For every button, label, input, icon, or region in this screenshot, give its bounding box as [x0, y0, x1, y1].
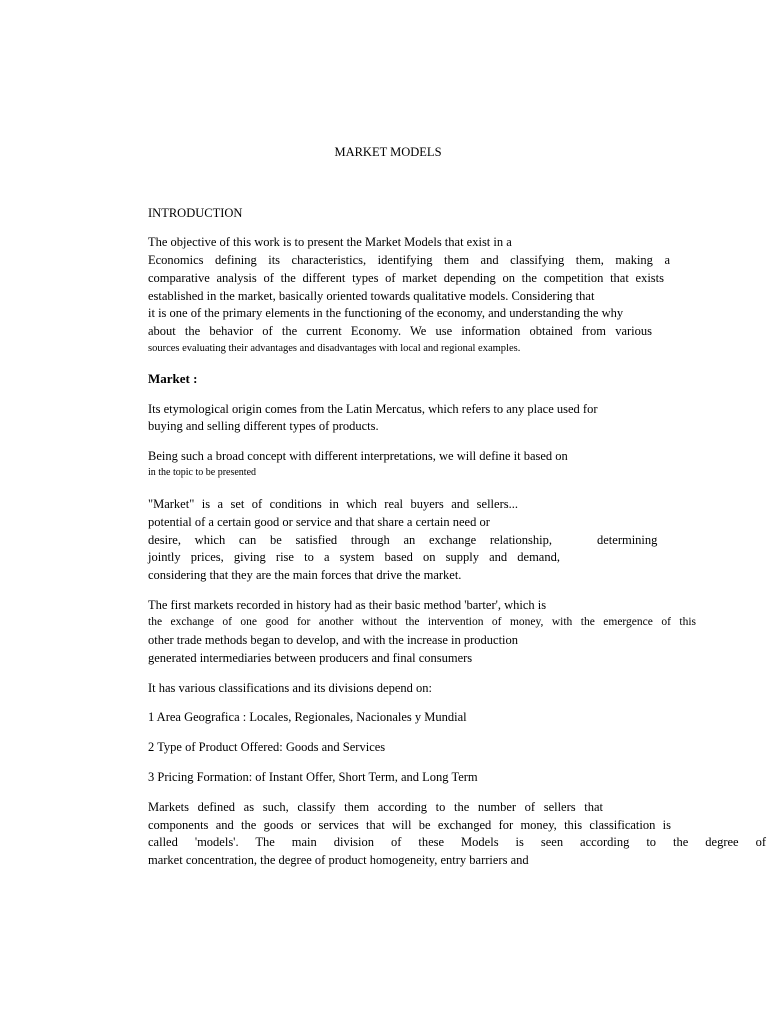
paragraph-line: generated intermediaries between producers and final consumers — [148, 651, 473, 665]
paragraph-line: "Market" is a set of conditions in which real buyers and sellers... — [148, 497, 518, 511]
paragraph-line: components and the goods or services that will be exchanged for money, this classification is — [148, 818, 671, 832]
paragraph-line: market concentration, the degree of product homogeneity, entry barriers and — [148, 853, 529, 867]
list-item: 3 Pricing Formation: of Instant Offer, Short Term, and Long Term — [148, 770, 478, 784]
paragraph-line: determining — [597, 533, 658, 547]
paragraph-line: considering that they are the main forces that drive the market. — [148, 568, 462, 582]
paragraph-line: desire, which can be satisfied through an exchange relationship, — [148, 533, 552, 547]
paragraph-line: called 'models'. The main division of these Models is seen according to the degree of — [148, 835, 766, 849]
paragraph-line: in the topic to be presented — [148, 467, 257, 478]
paragraph-line: Markets defined as such, classify them according to the number of sellers that — [148, 800, 603, 814]
paragraph-line: jointly prices, giving rise to a system based on supply and demand, — [148, 550, 560, 564]
section-heading-introduction: INTRODUCTION — [148, 206, 243, 220]
paragraph-line: The first markets recorded in history had as their basic method 'barter', which is — [148, 598, 547, 612]
paragraph-line: potential of a certain good or service and that share a certain need or — [148, 515, 490, 529]
paragraph-line: comparative analysis of the different types of market depending on the competition that exists — [148, 271, 664, 285]
list-item: 2 Type of Product Offered: Goods and Services — [148, 740, 386, 754]
paragraph-line: the exchange of one good for another without the intervention of money, with the emergence of this — [148, 616, 696, 628]
paragraph-line: sources evaluating their advantages and disadvantages with local and regional examples. — [148, 343, 521, 354]
paragraph-line: Being such a broad concept with different interpretations, we will define it based on — [148, 449, 568, 463]
list-item: 1 Area Geografica : Locales, Regionales, Nacionales y Mundial — [148, 710, 467, 724]
paragraph-line: buying and selling different types of products. — [148, 419, 379, 433]
paragraph-line: The objective of this work is to present the Market Models that exist in a — [148, 235, 512, 249]
paragraph-line: Its etymological origin comes from the Latin Mercatus, which refers to any place used for — [148, 402, 598, 416]
paragraph-line: It has various classifications and its divisions depend on: — [148, 681, 432, 695]
page-title: MARKET MODELS — [334, 145, 442, 159]
paragraph-line: about the behavior of the current Economy. We use information obtained from various — [148, 324, 652, 338]
paragraph-line: other trade methods began to develop, and with the increase in production — [148, 633, 519, 647]
paragraph-line: it is one of the primary elements in the functioning of the economy, and understanding the why — [148, 306, 624, 320]
section-heading-market: Market : — [148, 371, 198, 386]
paragraph-line: Economics defining its characteristics, identifying them and classifying them, making a — [148, 253, 670, 267]
paragraph-line: established in the market, basically oriented towards qualitative models. Considering that — [148, 289, 595, 303]
